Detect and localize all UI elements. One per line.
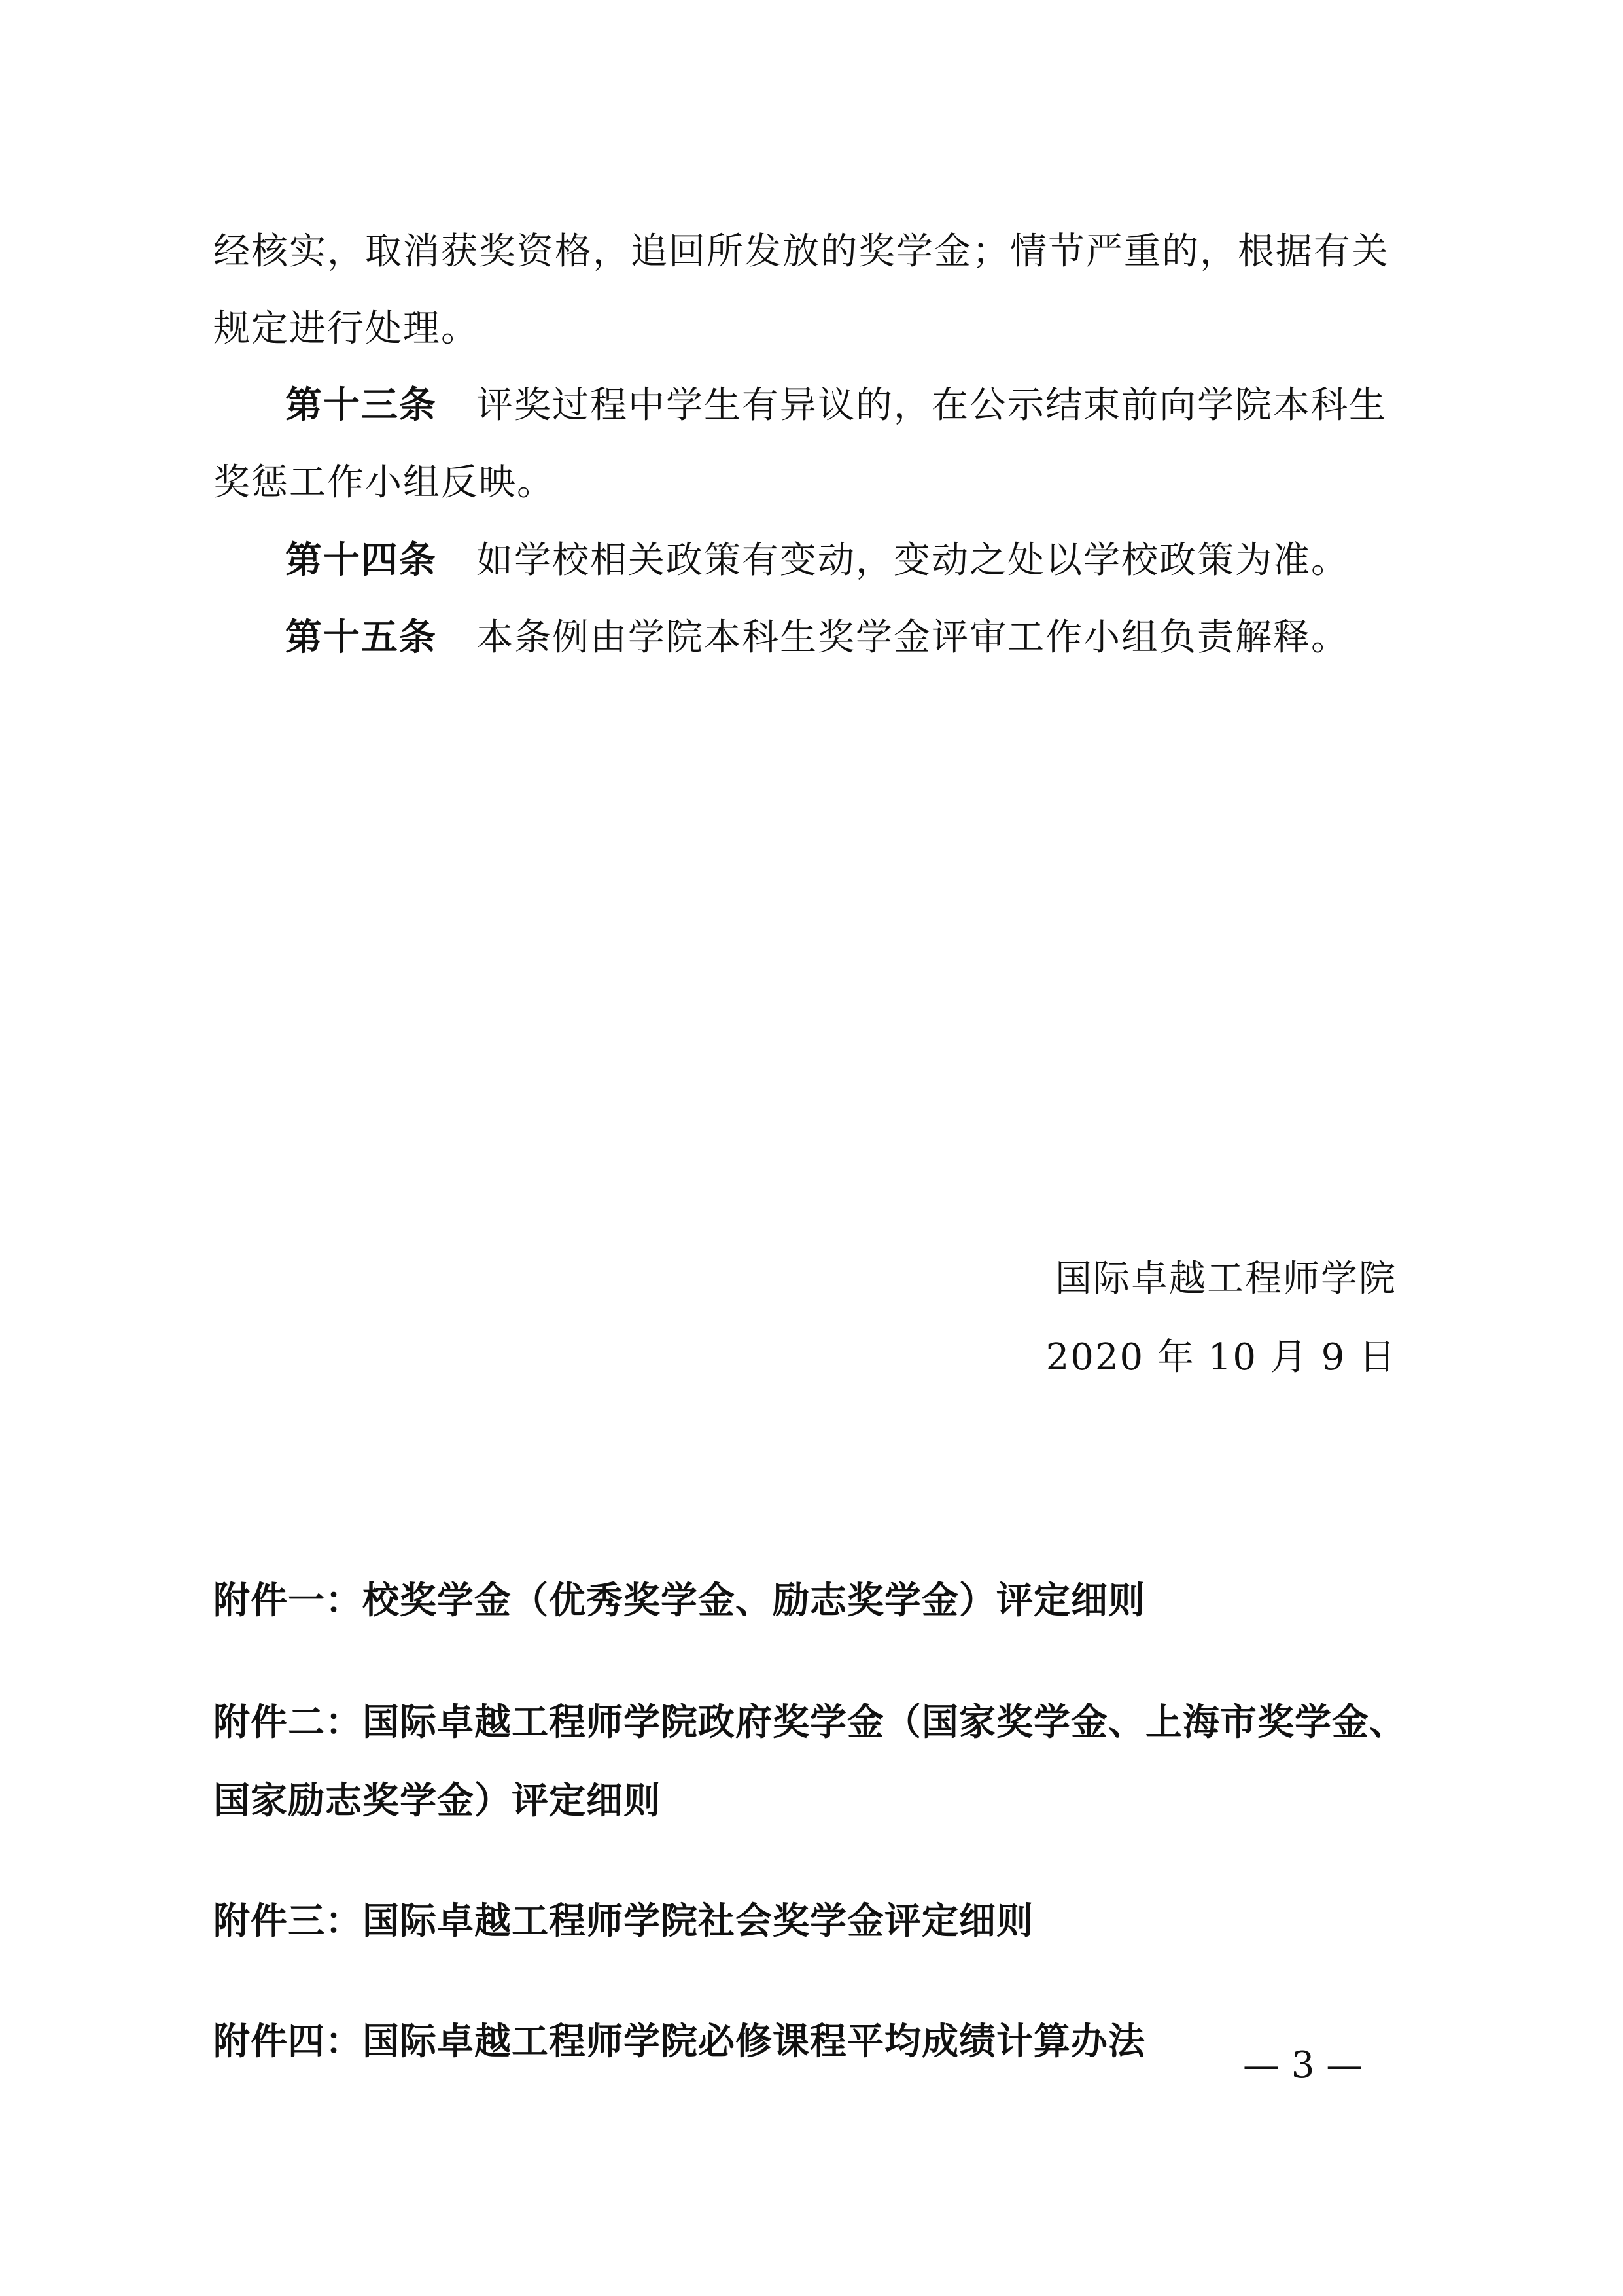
article-14-text: 如学校相关政策有变动，变动之处以学校政策为准。 bbox=[476, 539, 1349, 582]
attachment-2-line-2: 国家励志奖学金）评定细则 bbox=[213, 1780, 661, 1822]
attachment-4: 附件四：国际卓越工程师学院必修课程平均成绩计算办法 bbox=[213, 2021, 1145, 2063]
article-15-text: 本条例由学院本科生奖学金评审工作小组负责解释。 bbox=[476, 616, 1349, 659]
article-13-text-2: 奖惩工作小组反映。 bbox=[213, 461, 555, 504]
article-13-text-1: 评奖过程中学生有异议的，在公示结束前向学院本科生 bbox=[476, 384, 1387, 427]
article-15 bbox=[285, 615, 1349, 661]
article-14-title: 第十四条 bbox=[285, 539, 437, 582]
article-13 bbox=[285, 383, 1387, 429]
signature-institution: 国际卓越工程师学院 bbox=[1055, 1258, 1397, 1300]
attachment-2-line-1: 附件二：国际卓越工程师学院政府奖学金（国家奖学金、上海市奖学金、 bbox=[213, 1701, 1406, 1744]
article-13-title: 第十三条 bbox=[285, 384, 437, 427]
signature-date: 2020 年 10 月 9 日 bbox=[1045, 1336, 1397, 1379]
attachment-3: 附件三：国际卓越工程师学院社会奖学金评定细则 bbox=[213, 1900, 1034, 1943]
article-14 bbox=[285, 538, 1349, 584]
continuation-line-2: 规定进行处理。 bbox=[213, 308, 479, 350]
article-15-title: 第十五条 bbox=[285, 616, 437, 659]
attachment-1: 附件一：校奖学金（优秀奖学金、励志奖学金）评定细则 bbox=[213, 1580, 1145, 1622]
continuation-line-1: 经核实，取消获奖资格，追回所发放的奖学金；情节严重的，根据有关 bbox=[213, 230, 1389, 273]
page-number: — 3 — bbox=[1243, 2044, 1363, 2087]
